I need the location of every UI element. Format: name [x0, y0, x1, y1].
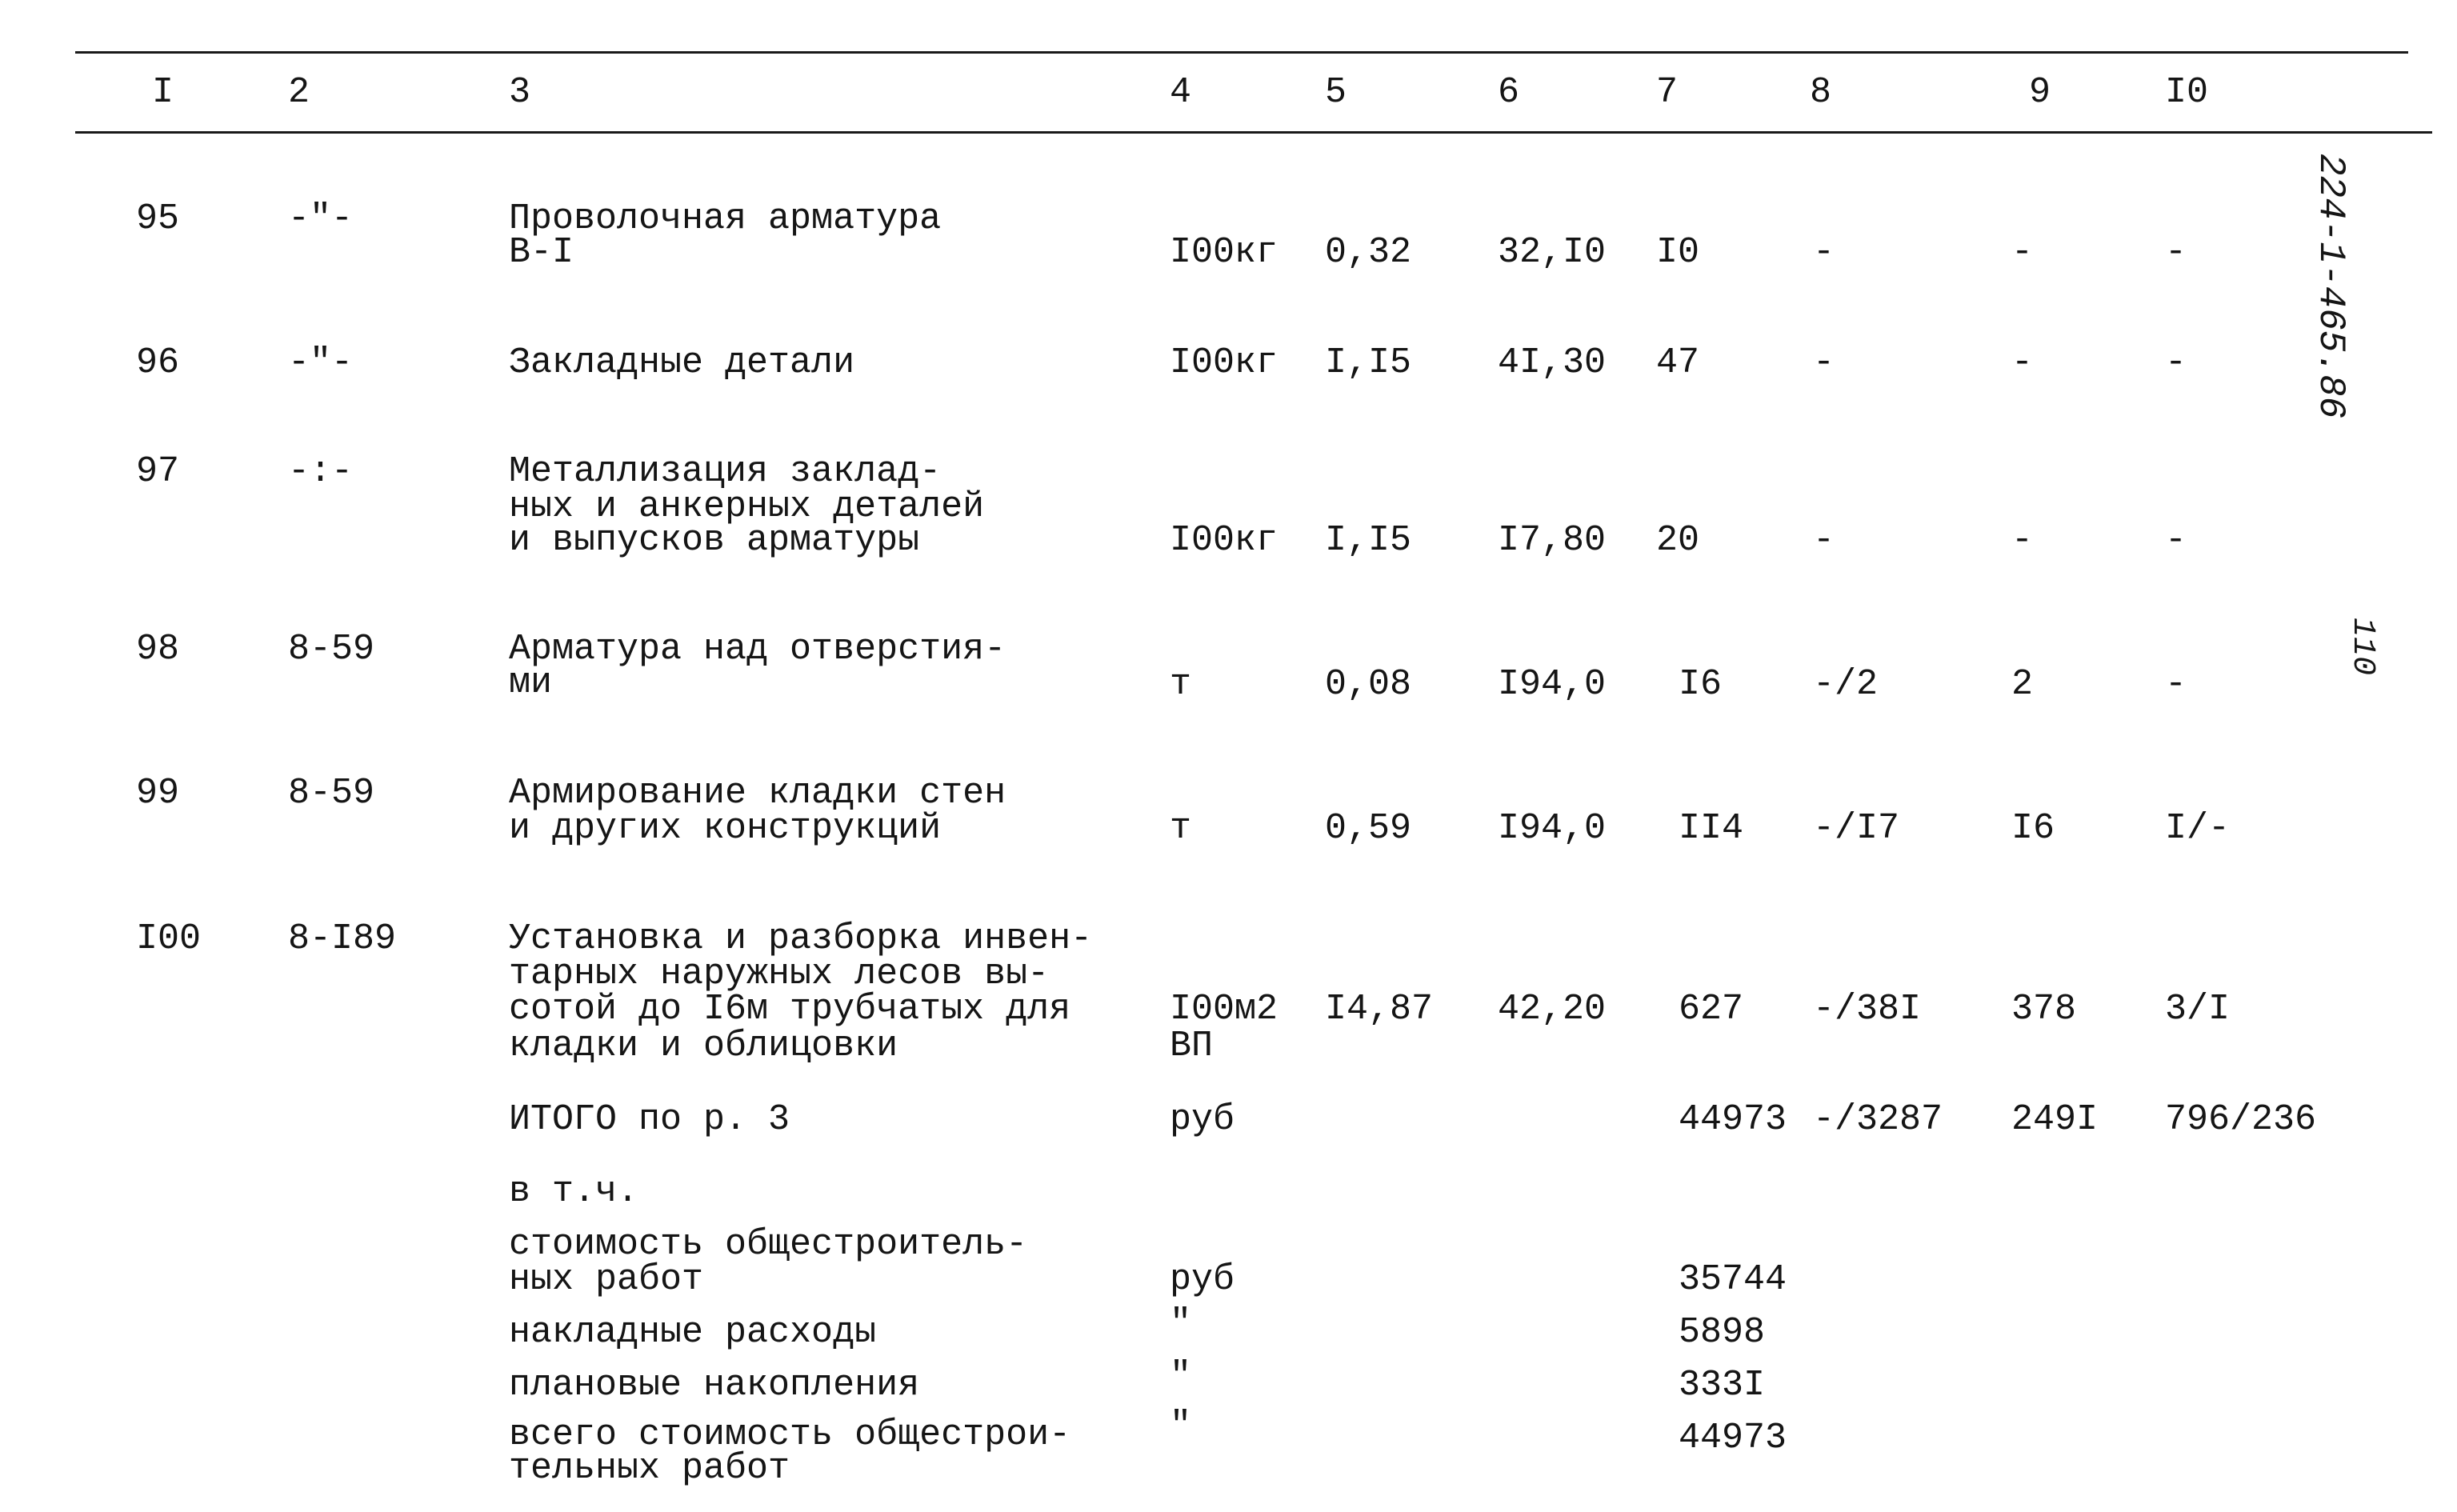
row-col-9: - — [2011, 232, 2034, 273]
header-bottom-rule — [75, 131, 2432, 134]
row-name-line: Арматура над отверстия- — [509, 629, 1006, 670]
row-col-9: - — [2011, 520, 2034, 561]
row-total-cost: 20 — [1656, 520, 1700, 561]
row-total-cost: I6 — [1679, 664, 1723, 705]
breakdown-name-line: плановые накопления — [509, 1365, 920, 1406]
row-total-cost: II4 — [1679, 808, 1744, 849]
breakdown-name-line: тельных работ — [509, 1448, 790, 1489]
row-unit: I00м2 — [1170, 989, 1279, 1030]
row-col-10: - — [2165, 520, 2187, 561]
top-rule — [75, 51, 2408, 54]
row-code: 8-59 — [288, 773, 375, 814]
row-total-cost: 627 — [1679, 989, 1744, 1030]
header-col-6: 6 — [1498, 72, 1520, 113]
row-col-8: - — [1813, 232, 1835, 273]
row-number: 97 — [136, 451, 180, 492]
breakdown-name-line: стоимость общестроитель- — [509, 1224, 1028, 1265]
row-unit-price: I94,0 — [1498, 664, 1607, 705]
header-col-4: 4 — [1170, 72, 1192, 113]
row-unit: т — [1170, 808, 1192, 849]
row-col-9: I6 — [2011, 808, 2055, 849]
row-unit-price: 42,20 — [1498, 989, 1607, 1030]
row-code: -"- — [288, 342, 354, 383]
row-name-line: Закладные детали — [509, 342, 855, 383]
row-number: 98 — [136, 629, 180, 670]
header-col-8: 8 — [1810, 72, 1832, 113]
row-col-8: -/2 — [1813, 664, 1879, 705]
breakdown-name-line: ных работ — [509, 1259, 704, 1300]
document-code-stamp: 224-1-465.86 — [2310, 154, 2351, 419]
row-unit-price: 4I,30 — [1498, 342, 1607, 383]
row-col-9: - — [2011, 342, 2034, 383]
row-code: -:- — [288, 451, 354, 492]
row-quantity: I,I5 — [1325, 342, 1412, 383]
breakdown-unit-ditto: " — [1170, 1356, 1192, 1397]
row-unit-price: I94,0 — [1498, 808, 1607, 849]
section-total-col-10: 796/236 — [2165, 1099, 2317, 1140]
row-quantity: 0,08 — [1325, 664, 1412, 705]
row-name-line: Установка и разборка инвен- — [509, 918, 1093, 959]
row-quantity: I4,87 — [1325, 989, 1434, 1030]
breakdown-value: 333I — [1679, 1365, 1766, 1406]
row-name-line: и выпусков арматуры — [509, 520, 920, 561]
breakdown-unit-ditto: " — [1170, 1406, 1192, 1446]
row-col-9: 2 — [2011, 664, 2034, 705]
header-col-9: 9 — [2029, 72, 2051, 113]
row-number: 95 — [136, 198, 180, 239]
row-total-cost: 47 — [1656, 342, 1700, 383]
row-col-10: - — [2165, 342, 2187, 383]
row-code: 8-59 — [288, 629, 375, 670]
including-label: в т.ч. — [509, 1171, 639, 1212]
row-unit: I00кг — [1170, 342, 1279, 383]
section-total-col-8: -/3287 — [1813, 1099, 1943, 1140]
row-col-8: - — [1813, 342, 1835, 383]
row-number: 96 — [136, 342, 180, 383]
row-col-10: 3/I — [2165, 989, 2231, 1030]
section-total-col-9: 249I — [2011, 1099, 2099, 1140]
header-col-5: 5 — [1325, 72, 1347, 113]
breakdown-value: 5898 — [1679, 1312, 1766, 1353]
section-total-unit: руб — [1170, 1099, 1235, 1140]
row-unit-price: I7,80 — [1498, 520, 1607, 561]
row-name-line: кладки и облицовки — [509, 1026, 898, 1066]
row-name-line: сотой до I6м трубчатых для — [509, 989, 1071, 1030]
row-col-8: -/I7 — [1813, 808, 1900, 849]
row-number: I00 — [136, 918, 202, 959]
row-name-line: Армирование кладки стен — [509, 773, 1006, 814]
row-col-10: - — [2165, 664, 2187, 705]
section-total-label: ИТОГО по р. 3 — [509, 1099, 790, 1140]
breakdown-value: 35744 — [1679, 1259, 1787, 1300]
row-col-9: 378 — [2011, 989, 2077, 1030]
breakdown-value: 44973 — [1679, 1418, 1787, 1458]
row-name-line: Металлизация заклад- — [509, 451, 942, 492]
row-unit: I00кг — [1170, 520, 1279, 561]
header-col-7: 7 — [1656, 72, 1679, 113]
row-unit-price: 32,I0 — [1498, 232, 1607, 273]
breakdown-unit: руб — [1170, 1259, 1235, 1300]
breakdown-name-line: накладные расходы — [509, 1312, 877, 1353]
header-col-2: 2 — [288, 72, 310, 113]
page-number: 110 — [2344, 618, 2380, 676]
row-name-line: тарных наружных лесов вы- — [509, 954, 1050, 994]
row-unit-second-line: ВП — [1170, 1026, 1214, 1066]
row-unit: I00кг — [1170, 232, 1279, 273]
header-col-1: I — [152, 72, 174, 113]
row-code: -"- — [288, 198, 354, 239]
row-code: 8-I89 — [288, 918, 397, 959]
row-name-line: ных и анкерных деталей — [509, 486, 985, 527]
row-quantity: I,I5 — [1325, 520, 1412, 561]
row-number: 99 — [136, 773, 180, 814]
row-unit: т — [1170, 664, 1192, 705]
breakdown-unit-ditto: " — [1170, 1303, 1192, 1344]
header-col-3: 3 — [509, 72, 531, 113]
section-total-cost: 44973 — [1679, 1099, 1787, 1140]
row-name-line: ми — [509, 662, 553, 703]
row-col-10: - — [2165, 232, 2187, 273]
row-col-8: -/38I — [1813, 989, 1922, 1030]
row-quantity: 0,59 — [1325, 808, 1412, 849]
row-name-line: В-I — [509, 232, 574, 273]
breakdown-name-line: всего стоимость общестрои- — [509, 1414, 1071, 1455]
row-col-8: - — [1813, 520, 1835, 561]
row-col-10: I/- — [2165, 808, 2231, 849]
header-col-10: I0 — [2165, 72, 2209, 113]
row-quantity: 0,32 — [1325, 232, 1412, 273]
row-name-line: Проволочная арматура — [509, 198, 942, 239]
row-name-line: и других конструкций — [509, 808, 942, 849]
row-total-cost: I0 — [1656, 232, 1700, 273]
